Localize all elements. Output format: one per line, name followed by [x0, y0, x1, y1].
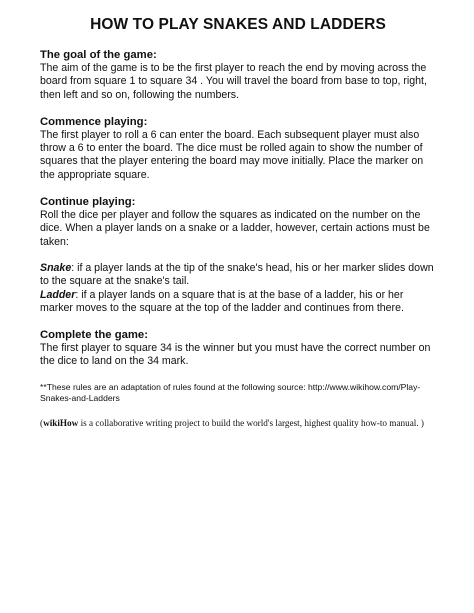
source-footnote: **These rules are an adaptation of rules found at the following source: http://www.wikihow.com/Play-Snakes-and-Ladders — [40, 381, 421, 404]
ladder-rule — [40, 289, 436, 316]
page-title: HOW TO PLAY SNAKES AND LADDERS — [90, 16, 386, 33]
continue-section — [40, 195, 436, 249]
complete-section — [40, 328, 436, 369]
snake-rule — [40, 262, 436, 289]
complete-text: The first player to square 34 is the winner but you must have the correct number on the dice to land on the 34 mark. — [40, 342, 431, 368]
commence-text: The first player to roll a 6 can enter the board. Each subsequent player must also throw a 6 to enter the board. The dice must be rolled again to show the number of squares that the player entering the board may move initially. Place the marker on the appropriate square. — [40, 128, 424, 181]
wikihow-credit — [40, 417, 436, 429]
complete-heading: Complete the game: — [40, 329, 148, 342]
commence-heading: Commence playing: — [40, 115, 148, 128]
snake-rule-text: : if a player lands at the tip of the snake's head, his or her marker slides down to the square at the snake's tail. — [40, 261, 434, 288]
goal-section — [40, 48, 436, 102]
credit-middle: is a collaborative writing project — [78, 417, 200, 428]
commence-section — [40, 115, 436, 182]
credit-open-paren: ( — [40, 417, 44, 428]
credit-brand: wikiHow — [43, 417, 79, 428]
snake-term: Snake — [40, 261, 72, 274]
goal-heading: The goal of the game: — [40, 49, 157, 61]
continue-text: Roll the dice per player and follow the squares as indicated on the number on the dice. When a player lands on a snake or a ladder, however, certain actions must be taken: — [40, 209, 430, 248]
ladder-term: Ladder — [40, 288, 76, 301]
rules-section — [40, 262, 436, 315]
credit-rest: to build the world's largest, highest quality how-to manual. ) — [200, 417, 424, 428]
continue-heading: Continue playing: — [40, 196, 136, 209]
ladder-rule-text: : if a player lands on a square that is at the base of a ladder, his or her marker moves to the square at the top of the ladder and continues from there. — [40, 288, 404, 314]
goal-text: The aim of the game is to be the first player to reach the end by moving across the board from square 1 to square 34 . You will travel the board from base to top, right, then left and so on, following the numbers. — [40, 62, 427, 101]
